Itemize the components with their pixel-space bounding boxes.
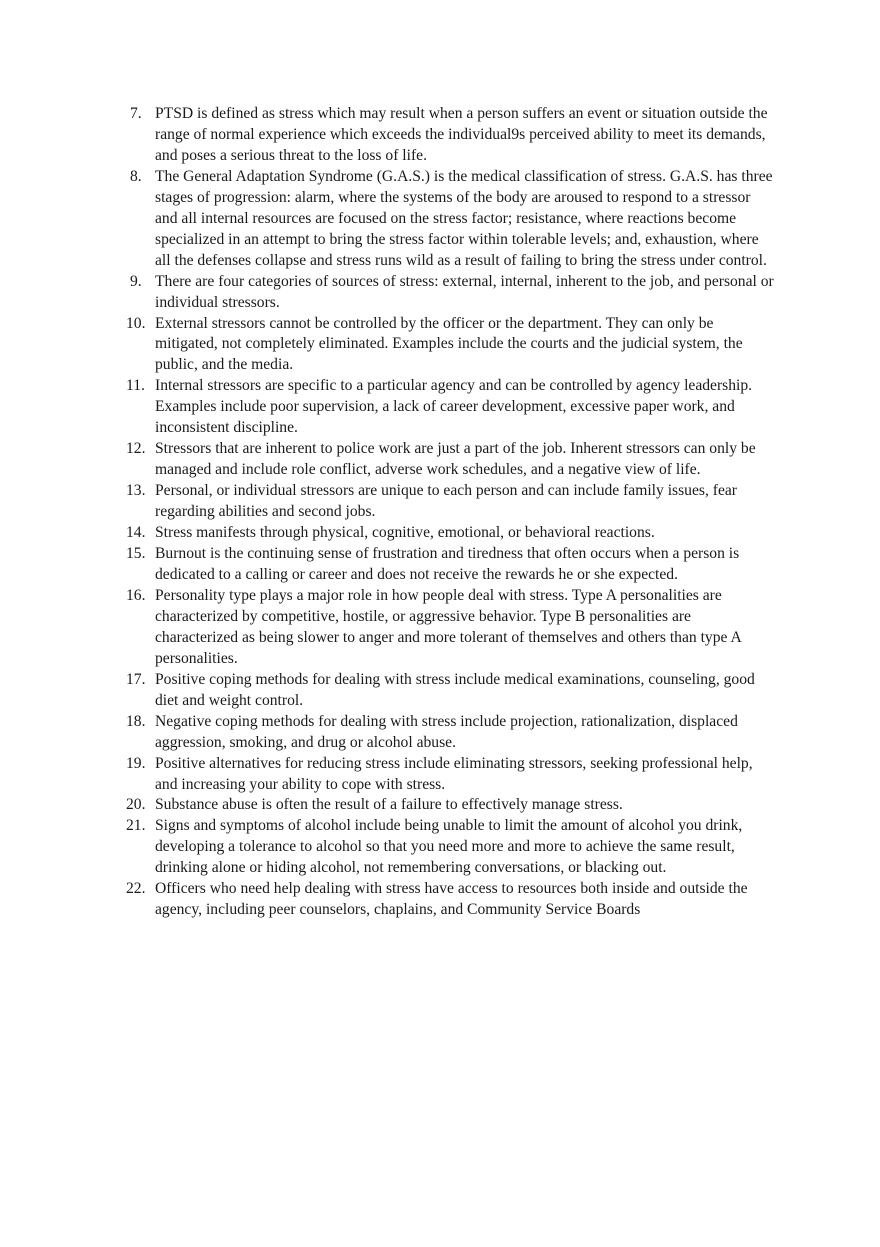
list-item bbox=[126, 314, 776, 377]
item-text: Substance abuse is often the result of a failure to effectively manage stress. bbox=[155, 796, 623, 814]
list-item bbox=[126, 272, 776, 314]
item-text: Stressors that are inherent to police work are just a part of the job. Inherent stressors can only be managed and include role conflict, adverse work schedules, and a negative view of life. bbox=[155, 440, 756, 479]
list-item bbox=[126, 712, 776, 754]
list-item bbox=[126, 376, 776, 439]
list-item bbox=[126, 586, 776, 670]
item-number: 21. bbox=[126, 817, 146, 835]
item-number: 9. bbox=[130, 272, 142, 290]
item-text: There are four categories of sources of stress: external, internal, inherent to the job, and personal or individual stressors. bbox=[155, 272, 774, 311]
item-text: External stressors cannot be controlled by the officer or the department. They can only be mitigated, not completely eliminated. Examples include the courts and the judicial system, the public, and the media. bbox=[155, 314, 743, 374]
item-text: Signs and symptoms of alcohol include being unable to limit the amount of alcohol you drink, developing a tolerance to alcohol so that you need more and more to achieve the same result, drinking alone or hiding alcohol, not remembering conversations, or blacking out. bbox=[155, 817, 743, 877]
item-text: Stress manifests through physical, cognitive, emotional, or behavioral reactions. bbox=[155, 524, 655, 542]
item-text: Officers who need help dealing with stress have access to resources both inside and outside the agency, including peer counselors, chaplains, and Community Service Boards bbox=[155, 880, 748, 919]
item-text: Negative coping methods for dealing with stress include projection, rationalization, displaced aggression, smoking, and drug or alcohol abuse. bbox=[155, 712, 738, 751]
numbered-list bbox=[126, 104, 776, 921]
item-number: 19. bbox=[126, 754, 146, 772]
item-number: 18. bbox=[126, 712, 146, 730]
item-number: 20. bbox=[126, 796, 146, 814]
item-number: 22. bbox=[126, 880, 146, 898]
item-text: PTSD is defined as stress which may result when a person suffers an event or situation outside the range of normal experience which exceeds the individual9s perceived ability to meet its demands, and poses a serious threat to the loss of life. bbox=[155, 105, 768, 164]
list-item bbox=[126, 879, 776, 921]
item-number: 14. bbox=[126, 524, 146, 542]
list-item bbox=[126, 439, 776, 481]
item-text: Personal, or individual stressors are unique to each person and can include family issues, fear regarding abilities and second jobs. bbox=[155, 482, 737, 521]
item-text: The General Adaptation Syndrome (G.A.S.) is the medical classification of stress. G.A.S. has three stages of progression: alarm, where the systems of the body are aroused to respond to a stressor and all internal resources are focused on the stress factor; resistance, where reactions become specialized in an attempt to bring the stress factor within tolerable levels; and, exhaustion, where all the defenses collapse and stress runs wild as a result of failing to bring the stress under control. bbox=[155, 167, 773, 269]
list-item bbox=[126, 104, 776, 167]
item-number: 15. bbox=[126, 545, 146, 563]
item-text: Burnout is the continuing sense of frustration and tiredness that often occurs when a person is dedicated to a calling or career and does not receive the rewards he or she expected. bbox=[155, 545, 740, 583]
item-number: 17. bbox=[126, 670, 146, 688]
item-text: Positive coping methods for dealing with stress include medical examinations, counseling, good diet and weight control. bbox=[155, 670, 755, 709]
list-item bbox=[126, 523, 776, 544]
list-item bbox=[126, 670, 776, 712]
item-text: Internal stressors are specific to a particular agency and can be controlled by agency leadership. Examples include poor supervision, a lack of career development, excessive paper work, and inconsistent discipline. bbox=[155, 377, 753, 437]
item-number: 10. bbox=[126, 314, 146, 332]
item-text: Personality type plays a major role in how people deal with stress. Type A personalities are characterized by competitive, hostile, or aggressive behavior. Type B personalities are characterized as being slower to anger and more tolerant of themselves and others than type A personalities. bbox=[155, 586, 741, 667]
list-item bbox=[126, 167, 776, 272]
list-item bbox=[126, 754, 776, 796]
item-number: 12. bbox=[126, 440, 146, 458]
item-number: 8. bbox=[130, 167, 142, 185]
list-item bbox=[126, 481, 776, 523]
item-number: 13. bbox=[126, 482, 146, 500]
list-item bbox=[126, 544, 776, 586]
list-item bbox=[126, 816, 776, 879]
item-number: 11. bbox=[126, 377, 145, 395]
item-number: 7. bbox=[130, 105, 142, 122]
item-text: Positive alternatives for reducing stress include eliminating stressors, seeking professional help, and increasing your ability to cope with stress. bbox=[155, 754, 753, 793]
item-number: 16. bbox=[126, 586, 146, 604]
list-item bbox=[126, 795, 776, 816]
